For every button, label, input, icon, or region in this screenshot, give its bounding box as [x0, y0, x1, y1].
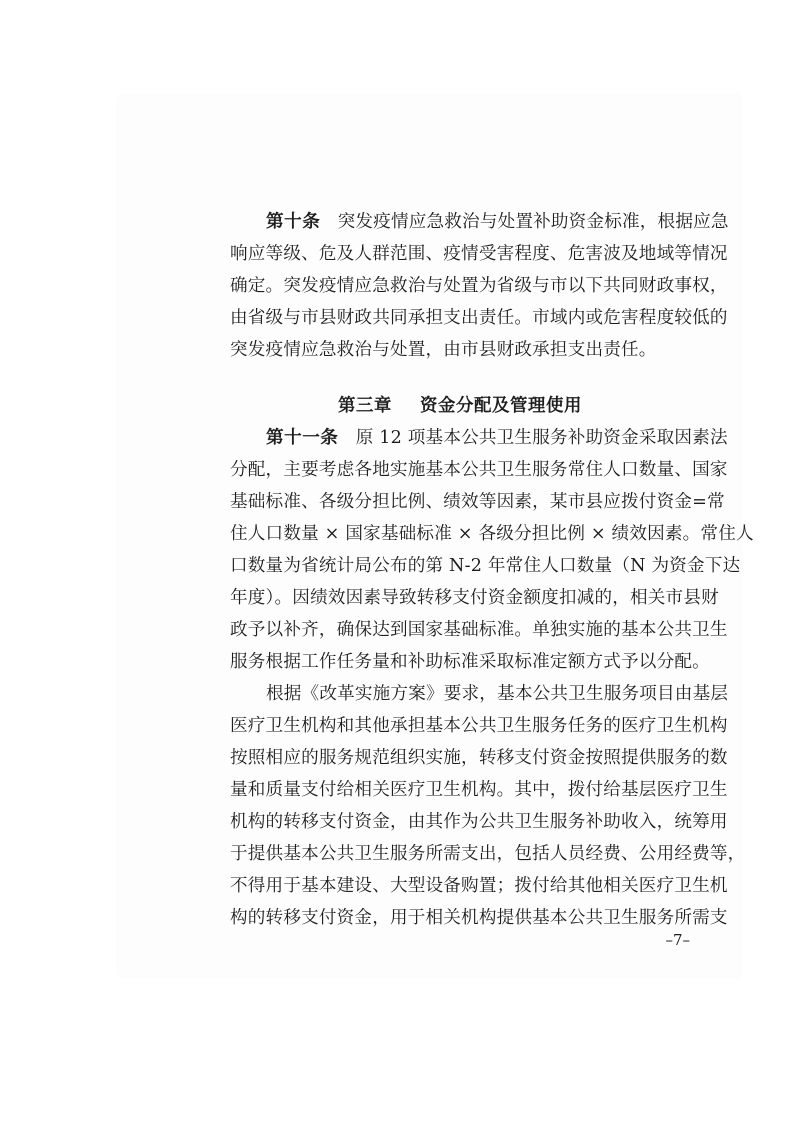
article11-text-1: 原 12 项基本公共卫生服务补助资金采取因素法 [355, 428, 728, 448]
article11-line-5: 口数量为省统计局公布的第 N-2 年常住人口数量（N 为资金下达 [230, 556, 741, 576]
chapter-heading [230, 390, 690, 422]
page-number: –7– [665, 931, 690, 949]
article11-line-4: 住人口数量 × 国家基础标准 × 各级分担比例 × 绩效因素。常住人 [230, 524, 754, 544]
paragraph3-line-3: 按照相应的服务规范组织实施，转移支付资金按照提供服务的数 [230, 748, 728, 768]
article10-line-4: 由省级与市县财政共同承担支出责任。市域内或危害程度较低的 [230, 308, 728, 328]
paragraph3-line-2: 医疗卫生机构和其他承担基本公共卫生服务任务的医疗卫生机构 [230, 716, 728, 736]
article11-line-8: 服务根据工作任务量和补助标准采取标准定额方式予以分配。 [230, 652, 710, 672]
article10-line-2: 响应等级、危及人群范围、疫情受害程度、危害波及地域等情况 [230, 244, 728, 264]
paragraph3-line-1: 根据《改革实施方案》要求，基本公共卫生服务项目由基层 [266, 684, 729, 704]
article11-line-6: 年度）。因绩效因素导致转移支付资金额度扣减的，相关市县财 [230, 588, 719, 608]
article11-line-3: 基础标准、各级分担比例、绩效等因素，某市县应拨付资金=常 [230, 492, 725, 512]
paragraph3-line-6: 于提供基本公共卫生服务所需支出，包括人员经费、公用经费等， [230, 844, 746, 864]
article11-label: 第十一条 [266, 428, 339, 448]
article10-label: 第十条 [266, 212, 321, 232]
article11-line-7: 政予以补齐，确保达到国家基础标准。单独实施的基本公共卫生 [230, 620, 728, 640]
article10-line-1 [266, 206, 729, 238]
paragraph3-line-4: 量和质量支付给相关医疗卫生机构。其中，拨付给基层医疗卫生 [230, 780, 728, 800]
article10-text-1: 突发疫情应急救治与处置补助资金标准，根据应急 [337, 212, 729, 232]
article11-line-2: 分配，主要考虑各地实施基本公共卫生服务常住人口数量、国家 [230, 460, 728, 480]
paragraph3-line-5: 机构的转移支付资金，由其作为公共卫生服务补助收入，统筹用 [230, 812, 728, 832]
chapter-number: 第三章 [338, 396, 393, 416]
article10-line-3: 确定。突发疫情应急救治与处置为省级与市以下共同财政事权， [230, 276, 728, 296]
chapter-title: 资金分配及管理使用 [420, 396, 582, 416]
paragraph3-line-7: 不得用于基本建设、大型设备购置；拨付给其他相关医疗卫生机 [230, 876, 728, 896]
article11-line-1 [266, 422, 728, 454]
paragraph3-line-8: 构的转移支付资金，用于相关机构提供基本公共卫生服务所需支 [230, 908, 728, 928]
article10-line-5: 突发疫情应急救治与处置，由市县财政承担支出责任。 [230, 340, 657, 360]
